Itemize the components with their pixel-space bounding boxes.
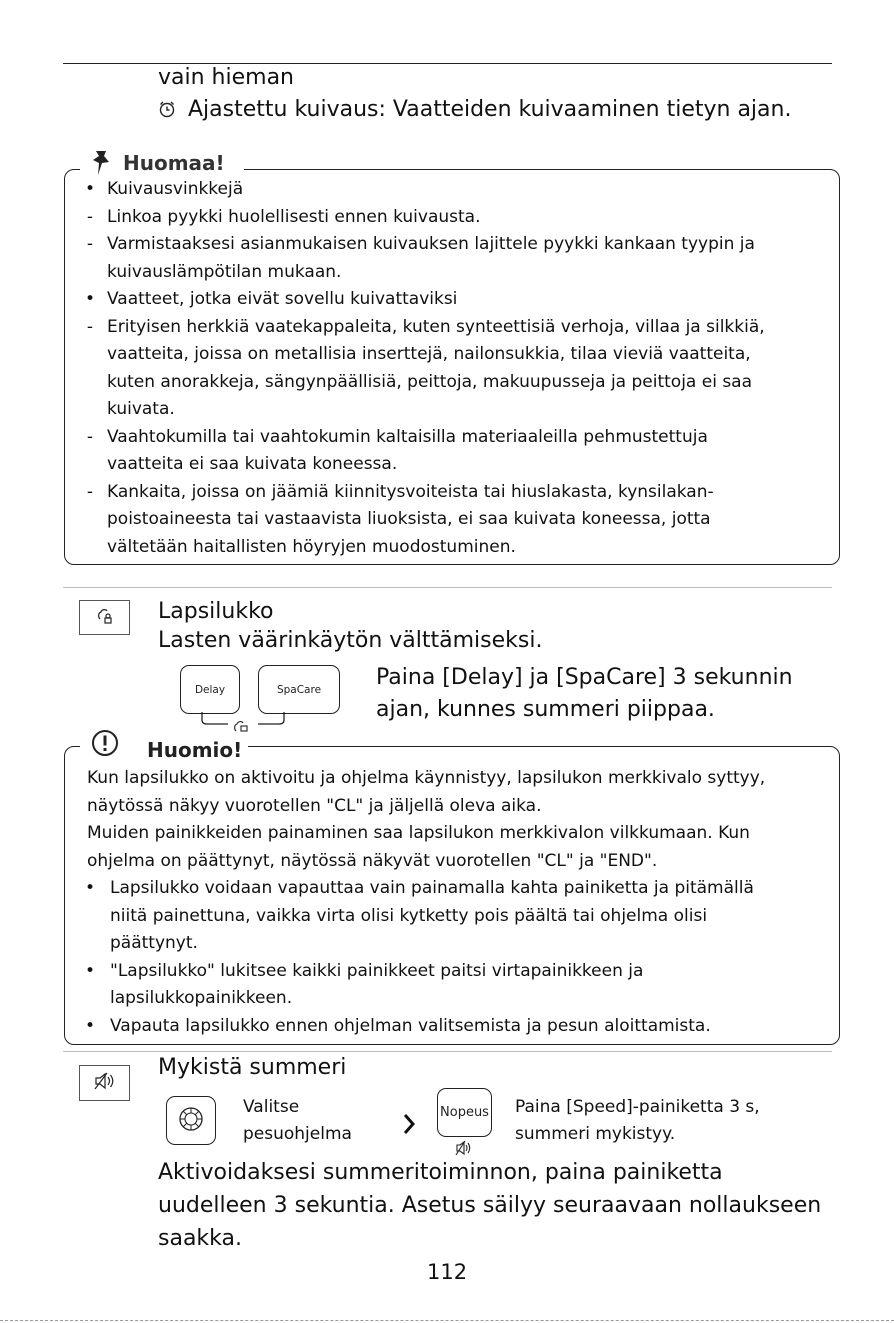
intro-line: vain hieman [158, 65, 294, 90]
dash: - [86, 427, 94, 447]
delay-button-label: Delay [194, 683, 226, 696]
note-line: Vaatteet, jotka eivät sovellu kuivattaviksi [107, 289, 458, 309]
spacare-button-label: SpaCare [276, 683, 322, 696]
bottom-dashed-rule [0, 1320, 894, 1321]
caution-line: päättynyt. [110, 933, 198, 953]
caution-line: niitä painettuna, vaikka virta olisi kytketty pois päältä tai ohjelma olisi [110, 906, 708, 926]
select-program-2: pesuohjelma [243, 1124, 352, 1144]
mute-icon-box [79, 1065, 130, 1101]
press-speed-1: Paina [Speed]-painiketta 3 s, [515, 1097, 760, 1117]
speed-button[interactable] [437, 1088, 492, 1137]
note-line: Linkoa pyykki huolellisesti ennen kuivausta. [107, 207, 481, 227]
child-lock-instruction-2: ajan, kunnes summeri piippaa. [376, 697, 715, 722]
chevron-right-icon [402, 1112, 416, 1140]
child-lock-icon [95, 606, 115, 630]
caution-line: lapsilukkopainikkeen. [110, 988, 293, 1008]
child-lock-icon-box [79, 600, 130, 635]
select-program-1: Valitse [243, 1097, 300, 1117]
bullet: • [84, 961, 96, 981]
page-number: 112 [427, 1260, 468, 1284]
reactivate-line-3: saakka. [158, 1226, 242, 1251]
section-divider [63, 587, 832, 588]
program-dial-icon [177, 1105, 205, 1136]
bullet: • [84, 1016, 96, 1036]
bullet: • [84, 179, 96, 199]
dash: - [86, 207, 94, 227]
child-lock-instruction-1: Paina [Delay] ja [SpaCare] 3 sekunnin [376, 665, 793, 690]
child-lock-title: Lapsilukko [158, 599, 274, 624]
speaker-mute-icon [94, 1072, 116, 1094]
note-line: kuivauslämpötilan mukaan. [107, 262, 342, 282]
caution-line: näytössä näkyy vuorotellen "CL" ja jäljellä oleva aika. [87, 796, 542, 816]
dash: - [86, 317, 94, 337]
note-line: Kuivausvinkkejä [107, 179, 244, 199]
caution-title: Huomio! [147, 738, 243, 762]
reactivate-line-1: Aktivoidaksesi summeritoiminnon, paina painiketta [158, 1160, 723, 1185]
note-line: vaatteita ei saa kuivata koneessa. [107, 454, 398, 474]
bullet: • [84, 289, 96, 309]
note-title: Huomaa! [123, 151, 225, 175]
note-line: poistoaineesta tai vastaavista liuoksista, ei saa kuivata koneessa, jotta [107, 509, 711, 529]
note-line: vaatteita, joissa on metallisia inserttejä, nailonsukkia, tilaa vieviä vaatteita, [107, 344, 751, 364]
speed-button-label: Nopeus [440, 1105, 489, 1120]
dash: - [86, 482, 94, 502]
caution-line: Muiden painikkeiden painaminen saa lapsilukon merkkivalon vilkkumaan. Kun [87, 823, 750, 843]
spacare-button[interactable] [258, 665, 340, 714]
reactivate-line-2: uudelleen 3 sekuntia. Asetus säilyy seuraavaan nollaukseen [158, 1193, 822, 1218]
note-line: kuten anorakkeja, sängynpäällisiä, peittoja, makuupusseja ja peittoja ei saa [107, 372, 753, 392]
delay-button[interactable] [180, 665, 240, 714]
note-line: Varmistaaksesi asianmukaisen kuivauksen lajittele pyykki kankaan tyypin ja [107, 234, 755, 254]
alarm-clock-icon [158, 100, 176, 122]
exclamation-circle-icon [91, 729, 119, 761]
caution-line: Kun lapsilukko on aktivoitu ja ohjelma käynnistyy, lapsilukon merkkivalo syttyy, [87, 768, 766, 788]
program-dial[interactable] [166, 1096, 216, 1145]
note-line: kuivata. [107, 399, 175, 419]
timed-dry-line: Ajastettu kuivaus: Vaatteiden kuivaaminen tietyn ajan. [188, 97, 792, 122]
child-lock-subtitle: Lasten väärinkäytön välttämiseksi. [158, 628, 543, 653]
caution-line: Vapauta lapsilukko ennen ohjelman valitsemista ja pesun aloittamista. [110, 1016, 711, 1036]
speaker-mute-small-icon [455, 1140, 473, 1160]
note-line: Kankaita, joissa on jäämiä kiinnitysvoiteista tai hiuslakasta, kynsilakan- [107, 482, 714, 502]
press-speed-2: summeri mykistyy. [515, 1124, 676, 1144]
caution-line: "Lapsilukko" lukitsee kaikki painikkeet paitsi virtapainikkeen ja [110, 961, 644, 981]
dash: - [86, 234, 94, 254]
caution-line: ohjelma on päättynyt, näytössä näkyvät vuorotellen "CL" ja "END". [87, 851, 658, 871]
mute-title: Mykistä summeri [158, 1055, 347, 1080]
note-line: vältetään haitallisten höyryjen muodostuminen. [107, 537, 516, 557]
note-line: Erityisen herkkiä vaatekappaleita, kuten synteettisiä verhoja, villaa ja silkkiä, [107, 317, 765, 337]
note-line: Vaahtokumilla tai vaahtokumin kaltaisilla materiaaleilla pehmustettuja [107, 427, 708, 447]
caution-line: Lapsilukko voidaan vapauttaa vain painamalla kahta painiketta ja pitämällä [110, 878, 754, 898]
section-divider [63, 1051, 832, 1052]
bullet: • [84, 878, 96, 898]
